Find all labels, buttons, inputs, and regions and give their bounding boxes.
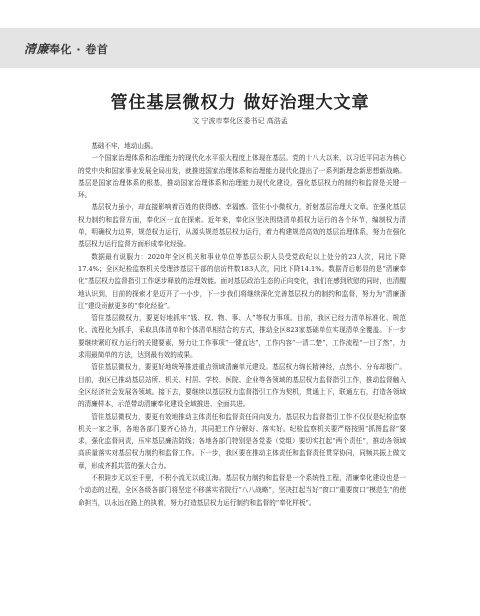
paragraph: 管住基层微权力，要更有效地推动主体责任和监督责任同向发力。基层权力监督指引工作不仅仅是纪检监察机关一家之事，各地各部门要齐心协力，共同把工作分解好、落实好。纪检监察机关要严格按照“抓图监督”要求，强化监督问责，压牢基层廉洁防线；各地各部门特别是各党委（党组）要切实扛起“两个责任”，推动各领域高质量落实对基层权力制约和监督工作。下一步，我区要在推动主体责任和监督责任贯穿协同，同频共振上做文章，形成齐抓共管的强大合力。 — [78, 412, 406, 470]
paragraph: 管住基层微权力，要更好地统筹推进重点领域清廉单元建设。基层权力绵长精神经，点然小、分布却极广。目前，我区已推动基层站所、机关、村居、学校、医院、企业等各领域的基层权力监督指引工作，推动监督触入全区经济社会发展各领域。接下去，要继续以基层权力监督指引工作为契机，贯通上下，联通左右，打造各领域的清廉样本，示范带动清廉奉化建设全域推进、全面共进。 — [78, 363, 406, 409]
paragraph: 基础不牢，地动山摇。 — [91, 142, 158, 150]
article-byline: 文 宁波市奉化区委书记 高浩孟 — [192, 117, 288, 125]
column-title — [24, 40, 108, 57]
article-body — [78, 140, 406, 509]
article-title: 管住基层微权力 做好治理大文章 — [110, 93, 370, 113]
paragraph: 管住基层微权力，要更好地抓牢“钱、权、物、事、人”等权力事项。目前，我区已经力清单标准化、规范化、流程化为抓手，采取具体清单和个体清单相结合的方式，推动全区823家基础单位实现清单全覆盖。下一步要继续紧盯权力运行的关键要素，努力让工作事项“一键直达”，工作内容“一清二楚”，工作流程“一目了然”，力求用最简单的方法，达到最有效的成果。 — [78, 314, 406, 360]
paragraph: 不积跬步无以至千里，不积小流无以成江海。基层权力制约和监督是一个系统性工程，清廉奉化建设也是一个动态的过程，全区各级各部门将坚定不移落实省院行“八八战略”，坚决扛起当好“窗口”重要窗口“模范生”的使命担当，以永远在路上的执着，努力打造基层权力运行制约和监督的“奉化样板”。 — [78, 474, 406, 507]
paragraph: 一个国家治理体系和治理能力的现代化水平很大程度上体现在基层。党的十八大以来，以习近平同志为核心的党中央和国家事业发展全局出发，就推进国家治理体系和治理能力现代化提出了一系列新理念新思想新战略。基层是国家治理体系的根基，推动国家治理体系和治理能力现代化建设，强化基层权力的制约和监督是关键一环。 — [78, 154, 406, 200]
paragraph: 数据最有说服力：2020年全区机关和事业单位等基层公职人员受党政纪以上处分的23人次，同比下降17.4%；全区纪检监察机关受理涉基层干部的信访件数183人次，同比下降14.1%。数据背后彰显的是“清廉奉化”基层权力监督指引工作逐步释放的治理效能。面对基层政治生态的正向变化，我们在感到欣慰的同时，也清醒地认识到，目前的探索才是迈开了一小步，下一步我们将继续深化完善基层权力的制约和监督，努力为“清廉浙江”建设贡献更多的“奉化经验”。 — [78, 252, 406, 310]
paragraph: 基层权力虽小，却直接影响着百姓的获得感、幸福感。管住小小微权力，折射基层治理大文章。在强化基层权力制约和监督方面，奉化区一直在探索。近年来，奉化区坚决围绕清单抓权力运行的各个环节，编制权力清单，明确权力边界，规范权力运行，从源头规范基层权力运行，着力构建规范高效的基层治理体系，努力在强化基层权力运行监督方面形成奉化经验。 — [78, 203, 406, 249]
column-name: 奉化 · 卷首 — [49, 43, 109, 56]
column-logo: 清廉 — [24, 42, 50, 56]
